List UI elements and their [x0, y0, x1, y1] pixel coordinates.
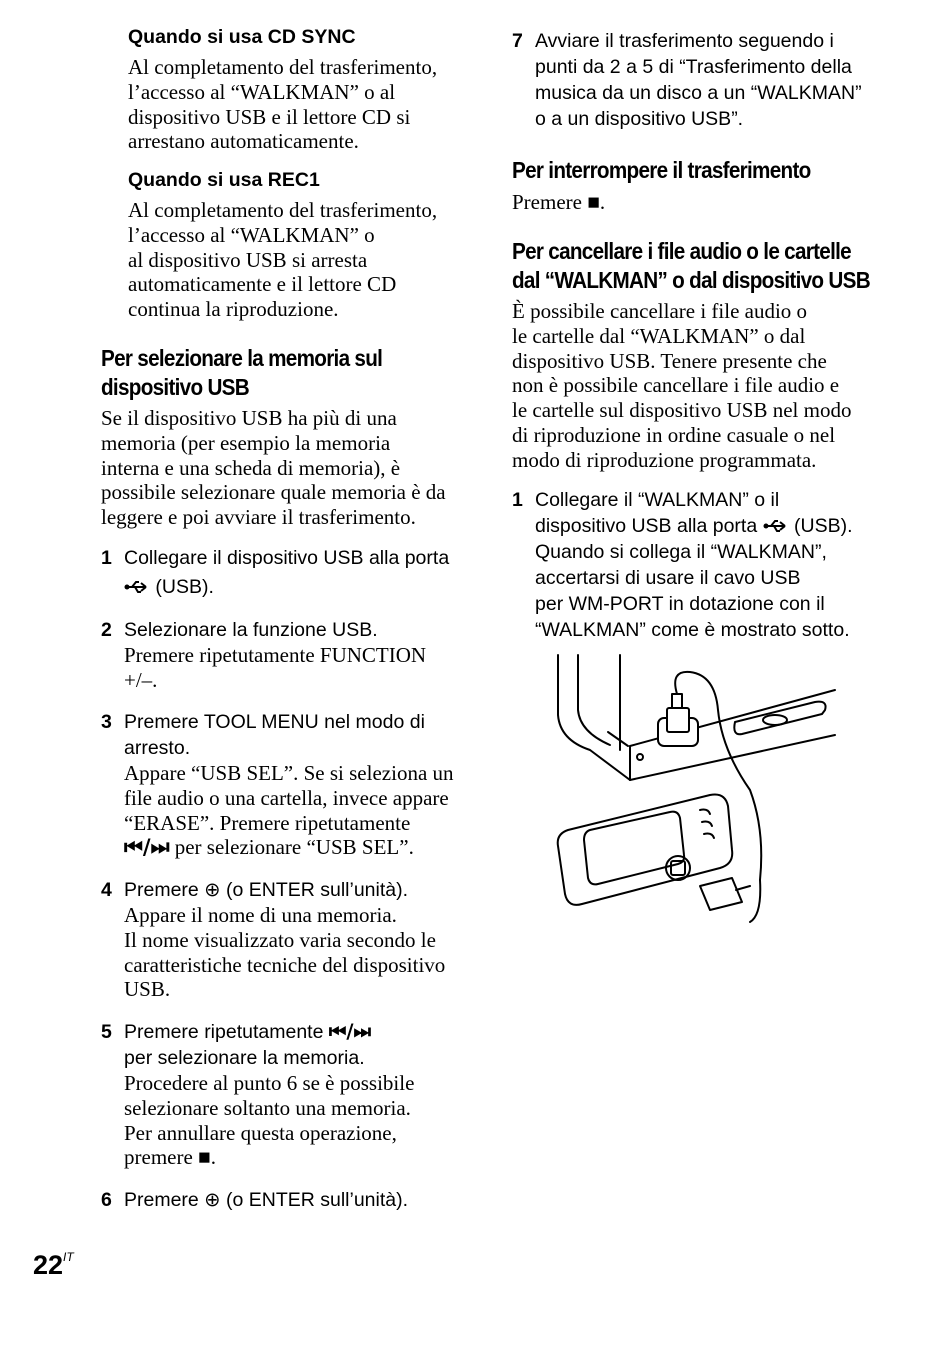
text-fragment: dispositivo USB alla porta — [535, 515, 758, 537]
text-line: punti da 2 a 5 di “Trasferimento della — [535, 56, 852, 78]
text-line: USB. — [124, 977, 171, 1002]
heading-line: dispositivo USB — [101, 374, 250, 400]
text-line: l’accesso al “WALKMAN” o al — [128, 79, 396, 104]
text-line: arresto. — [124, 737, 191, 759]
text-fragment: per selezionare “USB SEL”. — [174, 835, 414, 860]
text-line: leggere e poi avviare il trasferimento. — [101, 505, 416, 530]
text-line: musica da un disco a un “WALKMAN” — [535, 82, 862, 104]
step-body — [124, 617, 426, 693]
text-line: modo di riproduzione programmata. — [512, 447, 817, 472]
rec1-title: Quando si usa REC1 — [128, 169, 320, 191]
text-line — [124, 835, 454, 860]
page-number — [33, 1250, 74, 1281]
text-line: arrestano automaticamente. — [128, 129, 359, 154]
text-line: Avviare il trasferimento seguendo i — [535, 30, 834, 52]
text-line: Collegare il “WALKMAN” o il — [535, 489, 780, 511]
step-body — [535, 487, 853, 643]
step-body — [124, 545, 449, 600]
text-line: le cartelle sul dispositivo USB nel modo — [512, 398, 852, 423]
heading-line: dal “WALKMAN” o dal dispositivo USB — [512, 267, 870, 293]
text-line: Appare il nome di una memoria. — [124, 903, 397, 927]
memory-intro — [101, 406, 446, 530]
text-line: Procedere al punto 6 se è possibile — [124, 1071, 415, 1095]
text-line — [124, 1019, 414, 1045]
text-line: accertarsi di usare il cavo USB — [535, 567, 801, 589]
text-line: file audio o una cartella, invece appare — [124, 785, 449, 810]
step-body — [124, 1019, 414, 1170]
text-line: Appare “USB SEL”. Se si seleziona un — [124, 761, 454, 785]
text-line: Premere ripetutamente FUNCTION — [124, 643, 427, 667]
step-number: 4 — [101, 879, 112, 901]
rec1-text — [128, 198, 437, 322]
step-body — [124, 877, 445, 1002]
erase-intro — [512, 299, 851, 473]
text-line: caratteristiche tecniche del dispositivo — [124, 952, 446, 977]
text-line — [535, 513, 853, 539]
text-fragment: (o ENTER sull’unità). — [225, 879, 409, 901]
step-number: 2 — [101, 619, 112, 641]
usb-icon — [124, 580, 150, 594]
text-line: memoria (per esempio la memoria — [101, 430, 391, 455]
heading-line: Per selezionare la memoria sul — [101, 345, 383, 371]
enter-icon: ⊕ — [204, 1189, 221, 1211]
step-number: 7 — [512, 30, 523, 52]
cdsync-text — [128, 55, 437, 154]
text-fragment: premere — [124, 1145, 193, 1170]
heading-line: Per cancellare i file audio o le cartelle — [512, 238, 851, 264]
step-number: 5 — [101, 1021, 112, 1043]
cdsync-title: Quando si usa CD SYNC — [128, 26, 356, 48]
walkman-connection-illustration — [550, 650, 850, 940]
text-line: Il nome visualizzato varia secondo le — [124, 927, 436, 952]
erase-heading — [512, 237, 890, 295]
text-fragment: (USB). — [155, 576, 214, 598]
text-line: È possibile cancellare i file audio o — [512, 299, 808, 323]
text-line: Al completamento del trasferimento, — [128, 198, 438, 222]
step-body — [124, 1187, 408, 1213]
text-line — [124, 877, 445, 903]
step-body — [535, 28, 862, 132]
text-line: Quando si collega il “WALKMAN”, — [535, 541, 827, 563]
step-number: 1 — [101, 547, 112, 569]
text-line: dispositivo USB e il lettore CD si — [128, 104, 411, 129]
text-line: di riproduzione in ordine casuale o nel — [512, 422, 836, 447]
stop-text: Premere ■. — [512, 190, 606, 214]
page-language-code: IT — [63, 1250, 74, 1264]
text-line: “WALKMAN” come è mostrato sotto. — [535, 619, 850, 641]
enter-icon: ⊕ — [204, 879, 221, 901]
text-line: “ERASE”. Premere ripetutamente — [124, 810, 411, 835]
text-line: Premere TOOL MENU nel modo di — [124, 711, 425, 733]
text-line: al dispositivo USB si arresta — [128, 247, 368, 272]
step-number: 1 — [512, 489, 523, 511]
step-number: 3 — [101, 711, 112, 733]
step-body — [124, 709, 454, 860]
text-line: selezionare soltanto una memoria. — [124, 1095, 411, 1120]
text-line: per WM-PORT in dotazione con il — [535, 593, 825, 615]
text-line: interna e una scheda di memoria), è — [101, 455, 401, 480]
text-fragment: (o ENTER sull’unità). — [225, 1189, 409, 1211]
text-line: Se il dispositivo USB ha più di una — [101, 406, 397, 430]
step-number: 6 — [101, 1189, 112, 1211]
text-line: automaticamente e il lettore CD — [128, 272, 397, 297]
text-line: premere ■. — [124, 1145, 216, 1170]
stop-icon: ■ — [198, 1145, 211, 1170]
stop-heading: Per interrompere il trasferimento — [512, 157, 811, 183]
text-line: +/–. — [124, 667, 158, 692]
memory-heading — [101, 344, 479, 402]
text-line: l’accesso al “WALKMAN” o — [128, 222, 375, 247]
text-line: non è possibile cancellare i file audio e — [512, 373, 840, 398]
text-line: possibile selezionare quale memoria è da — [101, 480, 446, 505]
text-fragment: (USB). — [794, 515, 853, 537]
text-line: le cartelle dal “WALKMAN” o dal — [512, 323, 806, 348]
text-line: Al completamento del trasferimento, — [128, 55, 438, 79]
text-line: Per annullare questa operazione, — [124, 1120, 397, 1145]
text-line: o a un dispositivo USB”. — [535, 108, 744, 130]
text-line — [124, 574, 449, 600]
text-line: dispositivo USB. Tenere presente che — [512, 348, 827, 373]
text-fragment: Premere — [124, 879, 199, 901]
usb-icon — [763, 519, 789, 533]
text-fragment: Premere ripetutamente — [124, 1021, 324, 1043]
text-line: continua la riproduzione. — [128, 297, 339, 322]
prev-next-icon: ⏮/⏭ — [328, 1020, 372, 1043]
stop-icon: ■ — [587, 190, 600, 214]
text-line: Collegare il dispositivo USB alla porta — [124, 547, 450, 569]
text-line: Selezionare la funzione USB. — [124, 619, 378, 641]
text-fragment: Premere — [124, 1189, 199, 1211]
page-number-value: 22 — [33, 1250, 64, 1280]
prev-next-icon: ⏮/⏭ — [124, 835, 170, 860]
text-fragment: Premere — [512, 190, 582, 214]
text-line: per selezionare la memoria. — [124, 1047, 365, 1069]
